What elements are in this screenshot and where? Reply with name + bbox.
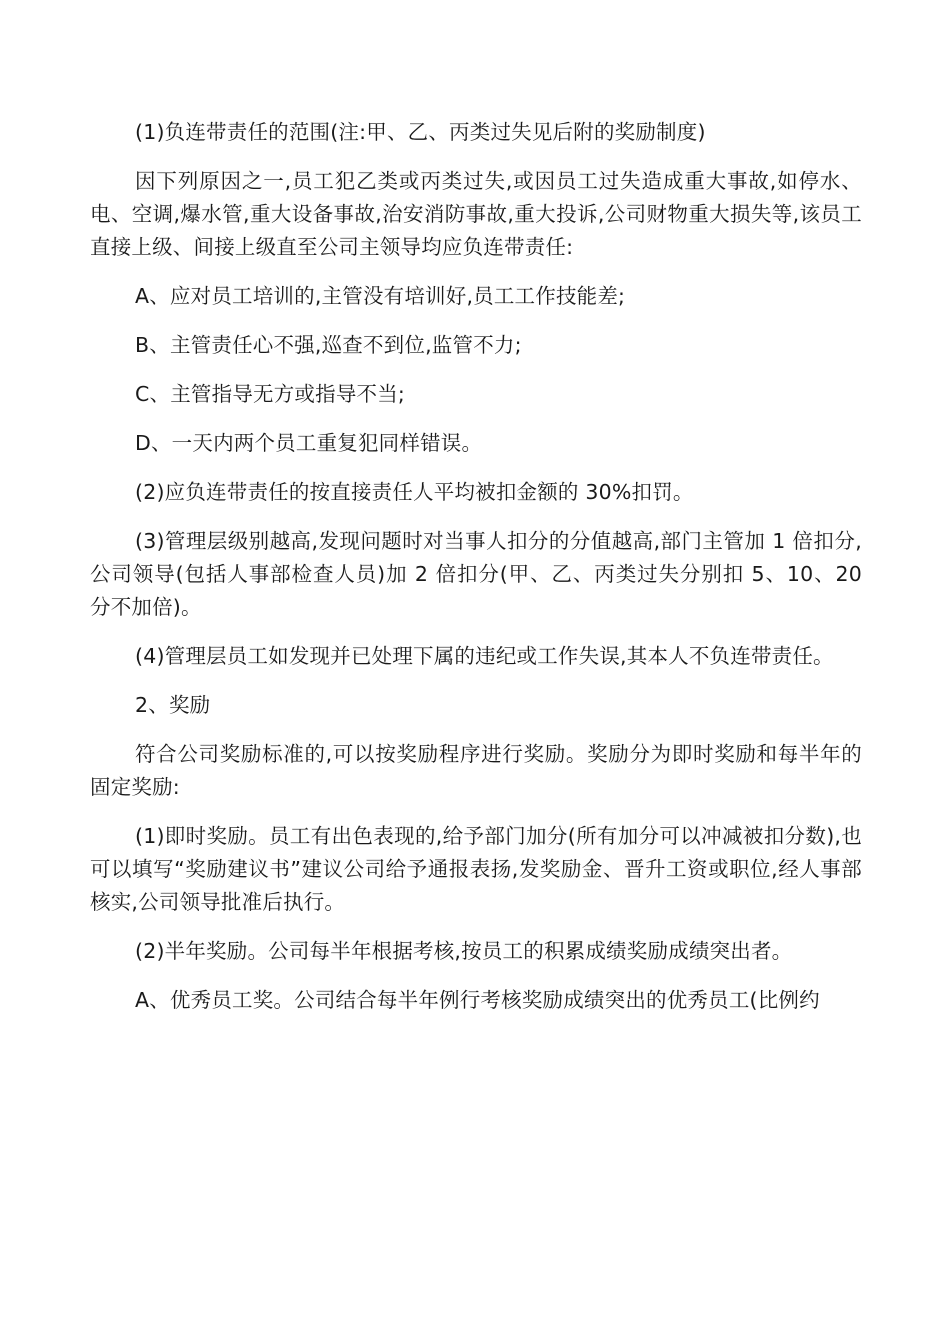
paragraph-joint-liability-causes: 因下列原因之一,员工犯乙类或丙类过失,或因员工过失造成重大事故,如停水、电、空调,爆水管,重大设备事故,治安消防事故,重大投诉,公司财物重大损失等,该员工直接上级、间接上级直至公司主领导均应负连带责任:: [90, 169, 862, 259]
list-item-c: C、主管指导无方或指导不当;: [135, 382, 406, 406]
list-item-b: B、主管责任心不强,巡查不到位,监管不力;: [135, 333, 522, 357]
paragraph-excellent-employee: A、优秀员工奖。公司结合每半年例行考核奖励成绩突出的优秀员工(比例约: [135, 988, 820, 1012]
paragraph-joint-liability-scope: (1)负连带责任的范围(注:甲、乙、丙类过失见后附的奖励制度): [135, 120, 706, 144]
list-item-a: A、应对员工培训的,主管没有培训好,员工工作技能差;: [135, 284, 626, 308]
paragraph-management-exemption: (4)管理层员工如发现并已处理下属的违纪或工作失误,其本人不负连带责任。: [135, 644, 834, 668]
paragraph-deduction-rate: (2)应负连带责任的按直接责任人平均被扣金额的 30%扣罚。: [135, 480, 694, 504]
paragraph-reward-intro: 符合公司奖励标准的,可以按奖励程序进行奖励。奖励分为即时奖励和每半年的固定奖励:: [90, 742, 862, 799]
paragraph-instant-reward: (1)即时奖励。员工有出色表现的,给予部门加分(所有加分可以冲减被扣分数),也可以填写“奖励建议书”建议公司给予通报表扬,发奖励金、晋升工资或职位,经人事部核实,公司领导批准后执行。: [90, 824, 862, 914]
paragraph-half-year-reward: (2)半年奖励。公司每半年根据考核,按员工的积累成绩奖励成绩突出者。: [135, 939, 793, 963]
paragraph-management-level: (3)管理层级别越高,发现问题时对当事人扣分的分值越高,部门主管加 1 倍扣分,公司领导(包括人事部检查人员)加 2 倍扣分(甲、乙、丙类过失分别扣 5、10、20 分不加倍)。: [90, 529, 862, 619]
section-heading-rewards: 2、奖励: [135, 693, 211, 717]
list-item-d: D、一天内两个员工重复犯同样错误。: [135, 431, 483, 455]
